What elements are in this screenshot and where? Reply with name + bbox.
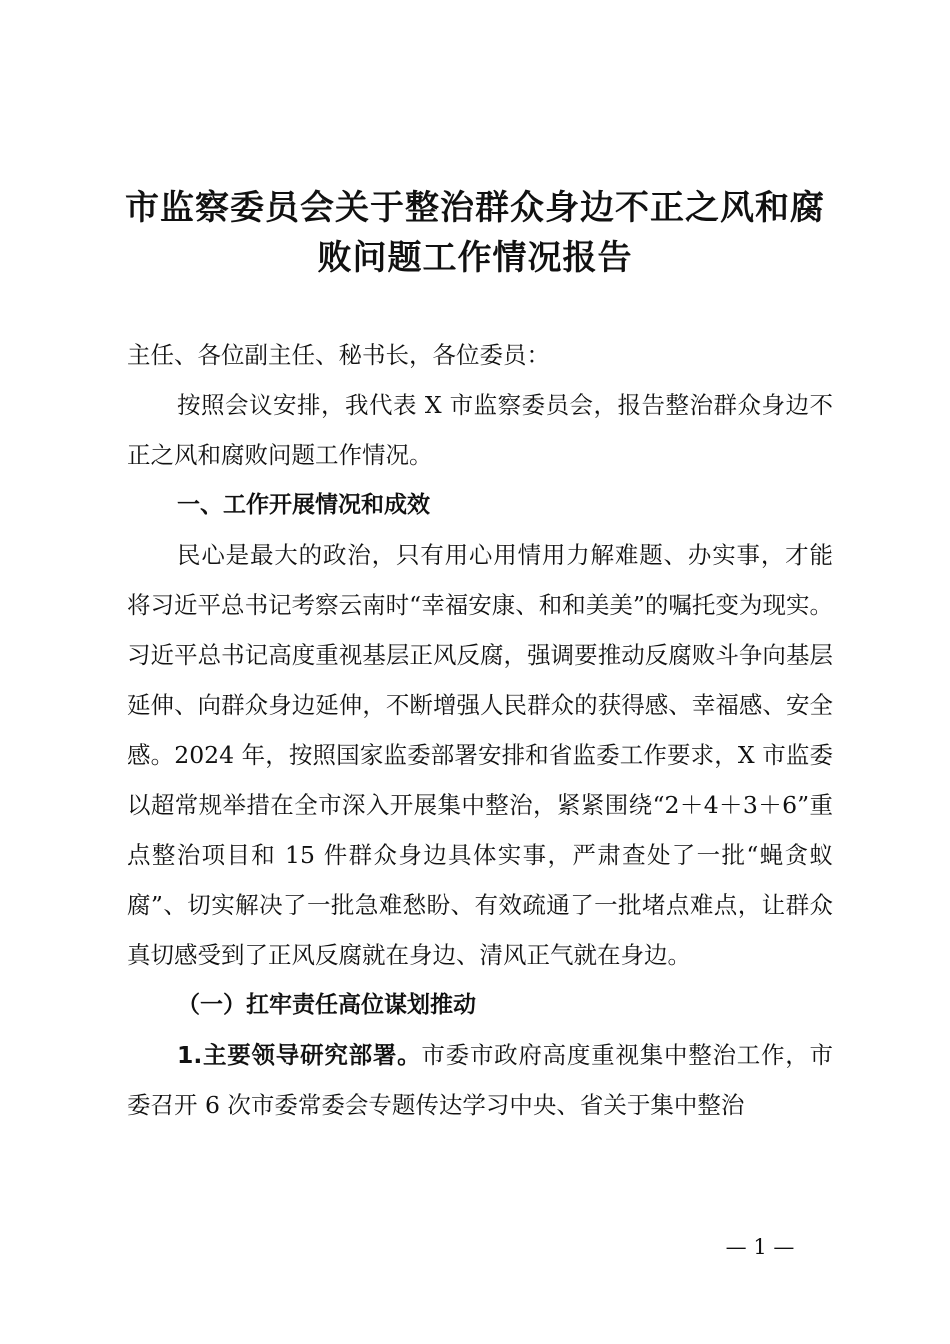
subsection-heading: （一）扛牢责任高位谋划推动 — [177, 992, 476, 1018]
item-lead: 1.主要领导研究部署。 — [177, 1041, 422, 1069]
intro-paragraph: 按照会议安排，我代表 X 市监察委员会，报告整治群众身边不正之风和腐败问题工作情况。 — [127, 391, 833, 469]
item-paragraph — [127, 1030, 833, 1130]
document-body — [127, 330, 833, 1130]
salutation: 主任、各位副主任、秘书长，各位委员： — [127, 341, 550, 369]
title-line-2: 败问题工作情况报告 — [317, 238, 633, 278]
item-text: 市委市政府高度重视集中整治工作，市委召开 6 次市委常委会专题传达学习中央、省关于集中整治 — [127, 1041, 834, 1119]
section-paragraph: 民心是最大的政治，只有用心用情用力解难题、办实事，才能将习近平总书记考察云南时“幸福安康、和和美美”的嘱托变为现实。习近平总书记高度重视基层正风反腐，强调要推动反腐败斗争向基层延伸、向群众身边延伸，不断增强人民群众的获得感、幸福感、安全感。2024 年，按照国家监委部署安排和省监委工作要求，X 市监委以超常规举措在全市深入开展集中整治，紧紧围绕“2＋4＋3＋6”重点整治项目和 15 件群众身边具体实事，严肃查处了一批“蝇贪蚁腐”、切实解决了一批急难愁盼、有效疏通了一批堵点难点，让群众真切感受到了正风反腐就在身边、清风正气就在身边。 — [127, 541, 833, 969]
title-line-1: 市监察委员会关于整治群众身边不正之风和腐 — [125, 188, 825, 228]
document-title — [100, 183, 850, 283]
page-number: — 1 — — [725, 1235, 795, 1259]
section-heading: 一、工作开展情况和成效 — [177, 492, 430, 518]
